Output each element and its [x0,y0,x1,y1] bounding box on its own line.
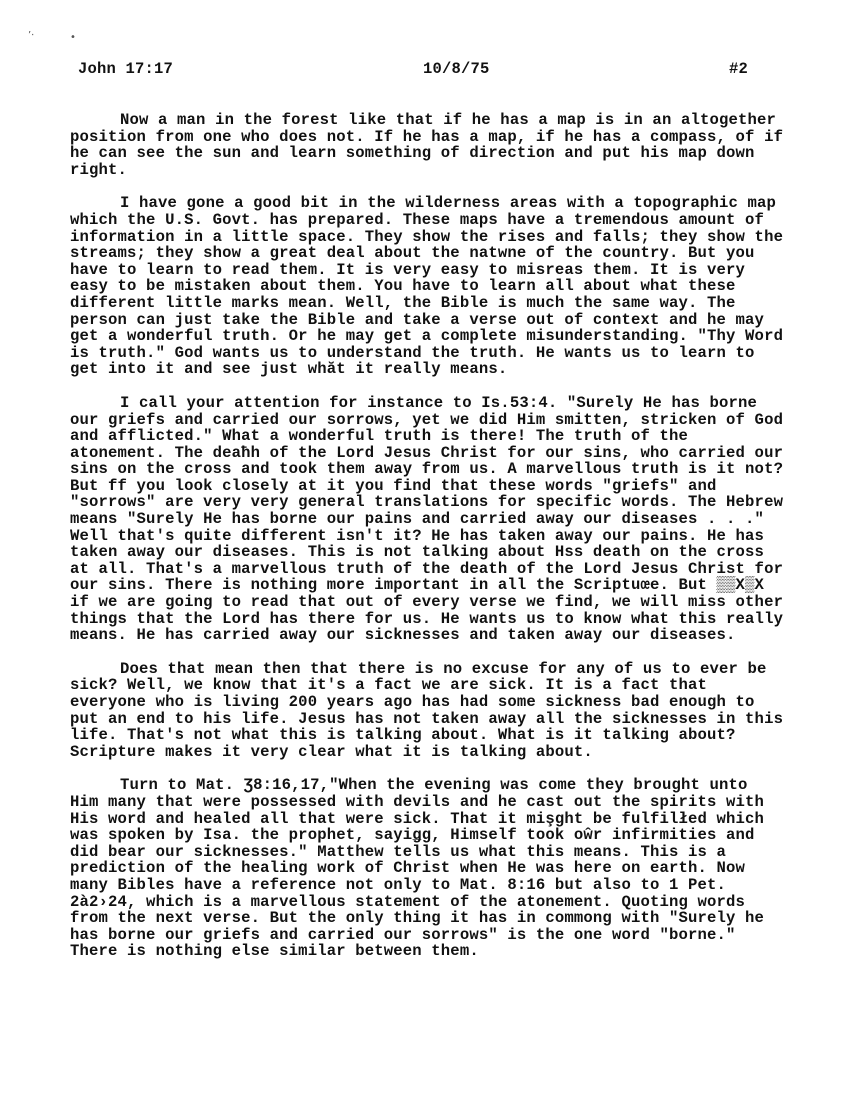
scripture-reference: John 17:17 [78,60,174,78]
scan-speck: ’⋅ [28,30,35,41]
paragraph: Turn to Mat. Ʒ8:16,17,"When the evening was come they brought unto Him many that were possessed with devils and he cast out the spirits with His word and healed all that were sick. That it mişght be fulfilłed which was spoken by Isa. the prophet, sayiǥg, Himself took oŵr infirmities and did bear our sicknesses." Matthew tells us what this means. This is a prediction of the healing work of Christ when He was here on earth. Now many Bibles have a reference not only to Mat. 8:16 but also to 1 Pet. 2à2›24, which is a marvellous statement of the atonement. Quoting words from the next verse. But the only thing it has in commong with "Surely he has borne our griefs and carried our sorrows" is the one word "borne." There is nothing else similar between them. [70,776,774,961]
scan-speck: • [70,32,76,43]
page-header [78,60,748,80]
paragraph: I have gone a good bit in the wilderness areas with a topographic map which the U.S. Govt. has prepared. These maps have a tremendous amount of information in a little space. They show the rises and falls; they show the streams; they show a great deal about the natwne of the country. But you have to learn to read them. It is very easy to misreas them. It is very easy to be mistaken about them. You have to learn all about what these different little marks mean. Well, the Bible is much the same way. The person can just take the Bible and take a verse out of context and he may get a wonderful truth. Or he may get a complete misunderstanding. "Thy Word is truth." God wants us to understand the truth. He wants us to learn to get into it and see just whăt it really means. [70,194,793,379]
document-date: 10/8/75 [423,60,490,78]
paragraph: Now a man in the forest like that if he has a map is in an altogether position from one who does not. If he has a map, if he has a compass, of if he can see the sun and learn something of direction and put his map down right. [70,111,793,179]
paragraph: Does that mean then that there is no excuse for any of us to ever be sick? Well, we know that it's a fact we are sick. It is a fact that everyone who is living 200 years ago has had some sickness bad enough to put an end to his life. Jesus has not taken away all the sicknesses in this life. That's not what this is talking about. What is it talking about? Scripture makes it very clear what it is talking about. [70,659,793,761]
page-number: #2 [728,60,748,78]
paragraph: I call your attention for instance to Is.53:4. "Surely He has borne our griefs and carried our sorrows, yet we did Him smitten, stricken of God and afflicted." What a wonderful truth is there! The truth of the atonement. The deaħh of the Lord Jesus Christ for our sins, who carried our sins on the cross and took them away from us. A marvellous truth is it not? But ff you look closely at it you find that these words "griefs" and "sorrows" are very very general translations for specific words. The Hebrew means "Surely He has borne our pains and carried away our diseases . . ." Well that's quite different isn't it? He has taken away our pains. He has taken away our diseases. This is not talking about Hss death on the cross at all. That's a marvellous truth of the death of the Lord Jesus Christ for our sins. There is nothing more important in all the Scriptuœe. But ▒▒X▒X if we are going to read that out of every verse we find, we will miss other things that the Lord has there for us. He wants us to know what this really means. He has carried away our sicknesses and taken away our diseases. [70,393,793,645]
document-body [70,111,793,977]
